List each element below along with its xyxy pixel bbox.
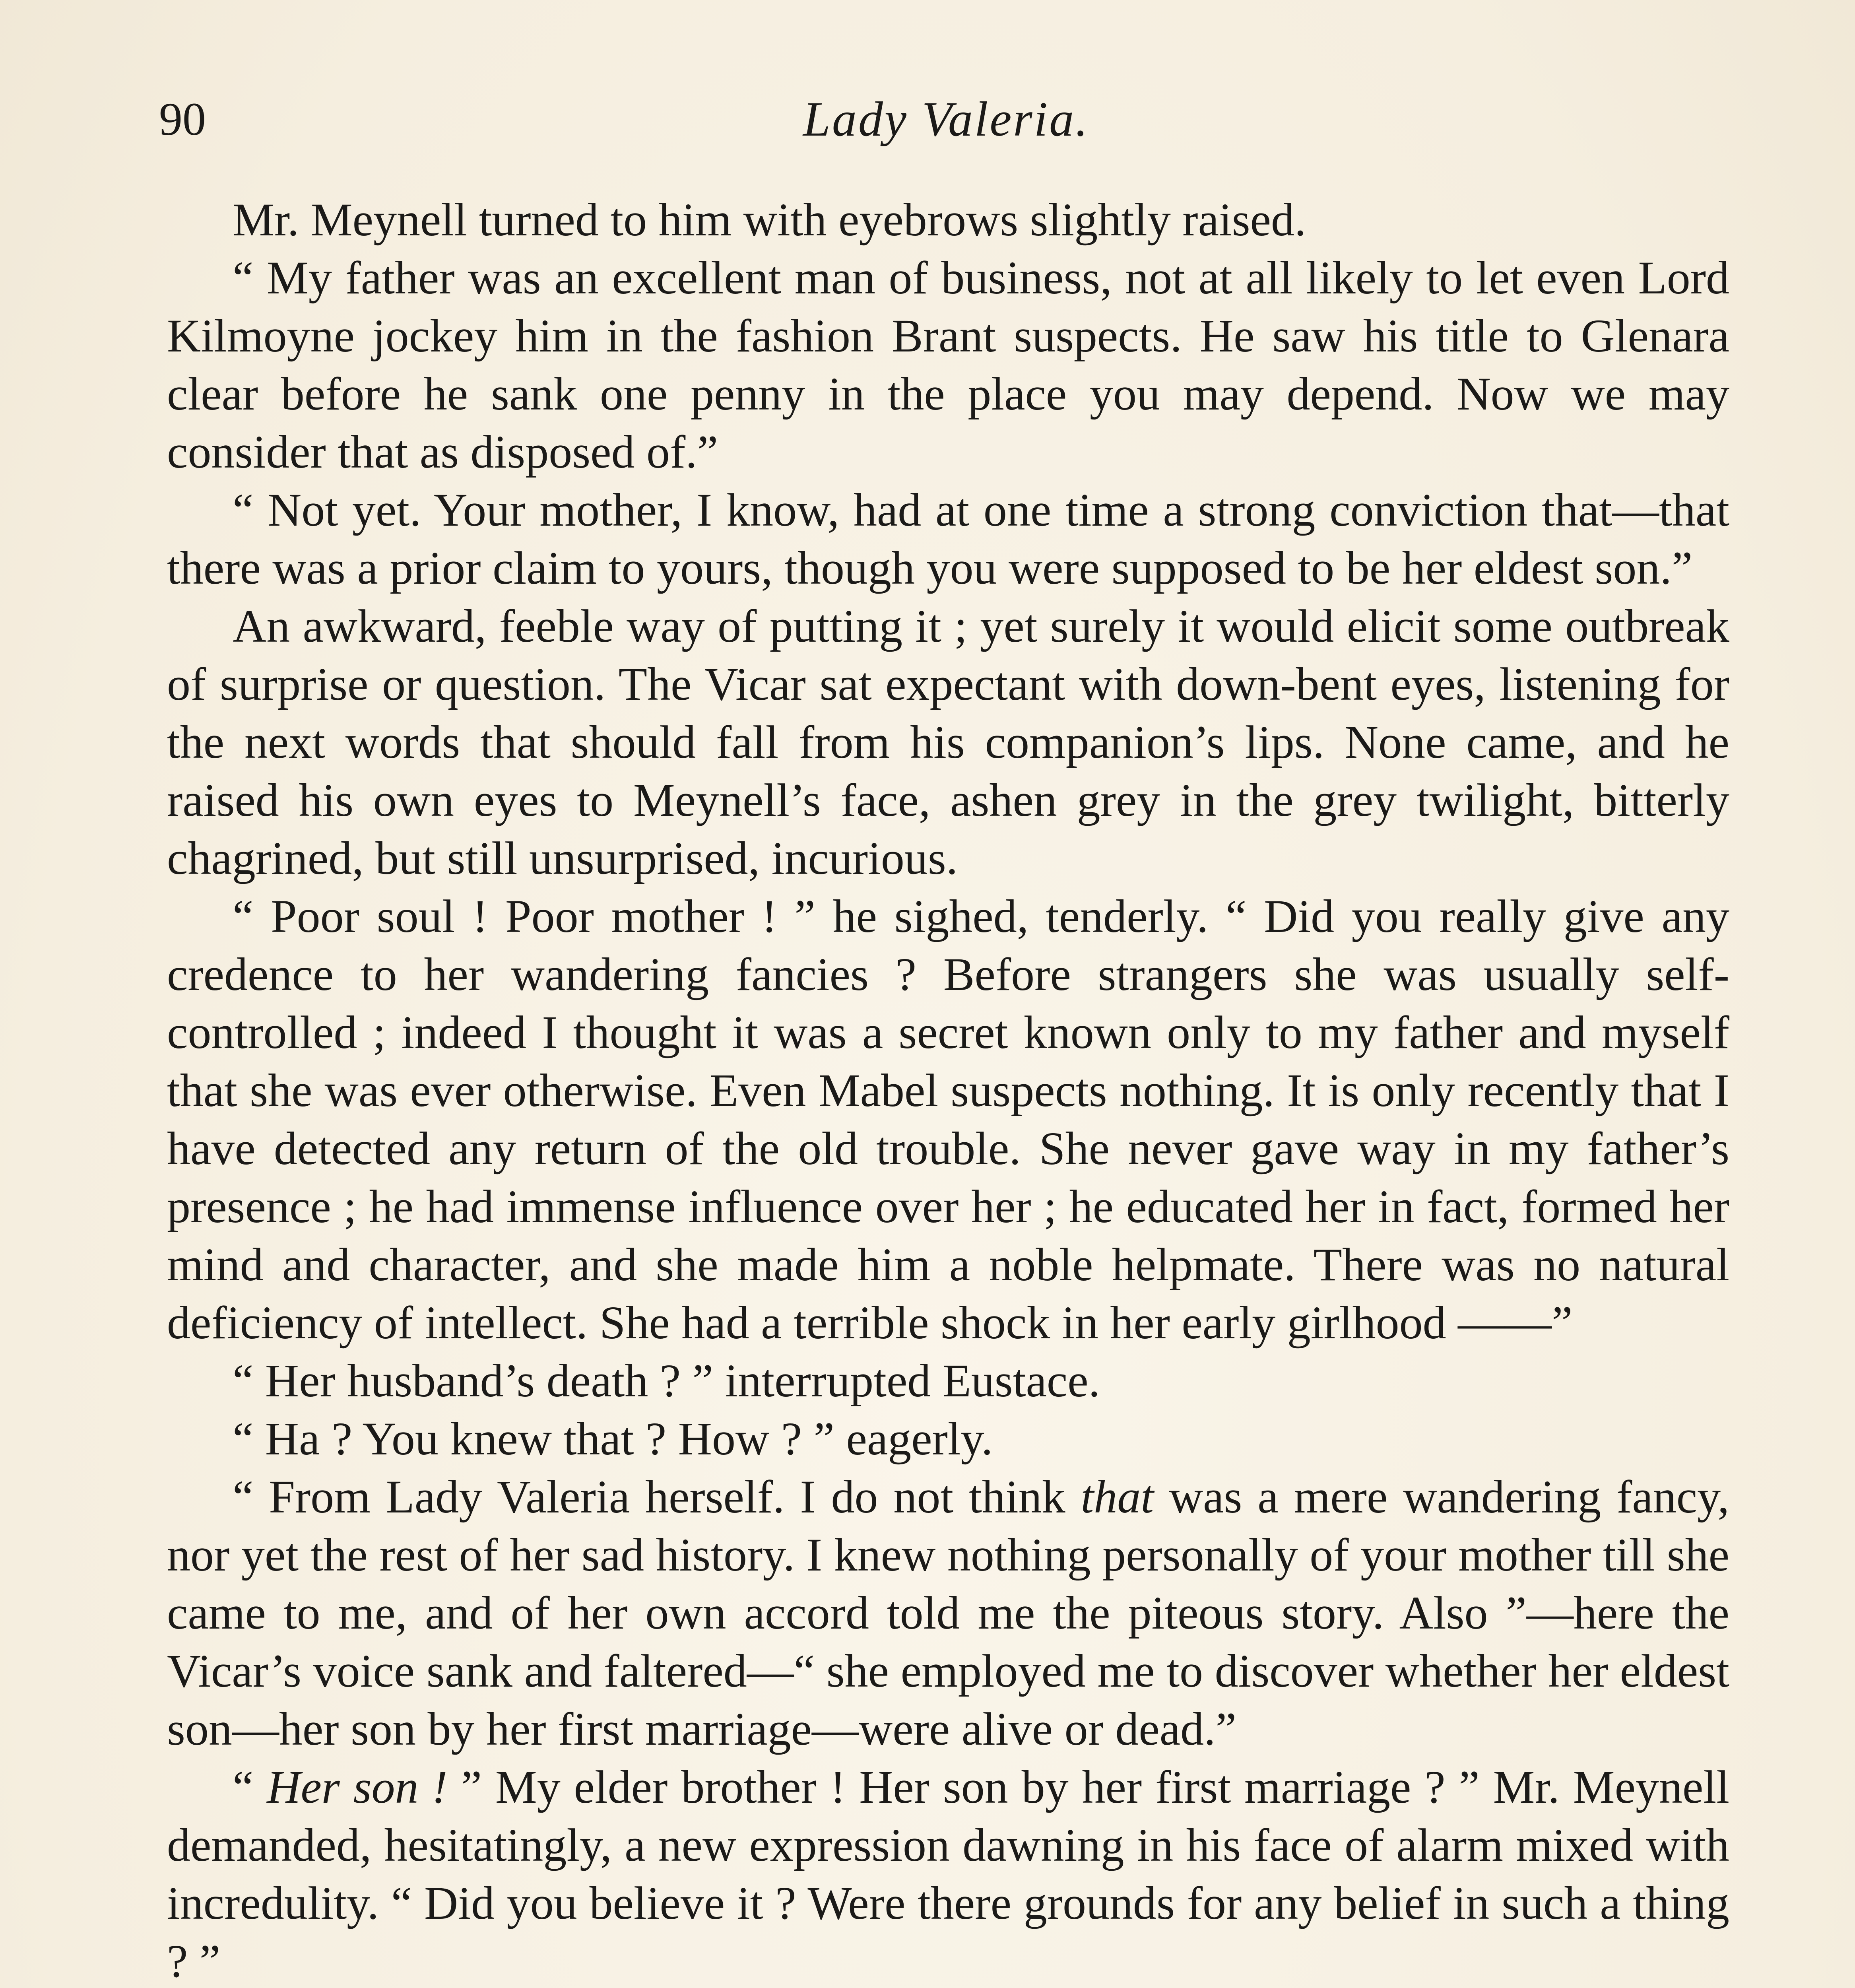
paragraph: Mr. Meynell turned to him with eyebrows slightly raised. [233, 194, 1306, 246]
running-head [159, 80, 1733, 175]
paragraph: “ Not yet. Your mother, I know, had at one time a strong conviction that—that there was a prior claim to yours, though you were supposed to be her eldest son.” [167, 484, 1729, 594]
running-title: Lady Valeria. [803, 92, 1090, 146]
page-number: 90 [159, 93, 206, 145]
paragraph: “ Ha ? You knew that ? How ? ” eagerly. [233, 1413, 993, 1465]
paragraph: “ My father was an excellent man of business, not at all likely to let even Lord Kilmoyne jockey him in the fashion Brant suspects. He saw his title to Glenara clear before he sank one penny in the place you may depend. Now we may consider that as disposed of.” [167, 252, 1729, 478]
paragraph: “ From Lady Valeria herself. I do not think that was a mere wandering fancy, nor yet the rest of her sad history. I knew nothing personally of your mother till she came to me, and of her own accord told me the piteous story. Also ”—here the Vicar’s voice sank and faltered—“ she employed me to discover whether her eldest son—her son by her first marriage—were alive or dead.” [167, 1471, 1729, 1755]
paragraph: “ Her son ! ” My elder brother ! Her son by her first marriage ? ” Mr. Meynell demanded, hesitatingly, a new expression dawning in his face of alarm mixed with incredulity. “ Did you believe it ? Were there grounds for any belief in such a thing ? ” [167, 1761, 1729, 1987]
italic-emphasis: Her son ! [267, 1761, 448, 1813]
italic-emphasis: that [1081, 1471, 1154, 1523]
paragraph: “ Her husband’s death ? ” interrupted Eustace. [233, 1355, 1100, 1407]
paragraph: “ Poor soul ! Poor mother ! ” he sighed, tenderly. “ Did you really give any credence to her wandering fancies ? Before strangers she was usually self-controlled ; indeed I thought it was a secret known only to my father and myself that she was ever otherwise. Even Mabel suspects nothing. It is only recently that I have detected any return of the old trouble. She never gave way in my father’s presence ; he had immense influence over her ; he educated her in fact, formed her mind and character, and she made him a noble helpmate. There was no natural deficiency of intellect. She had a terrible shock in her early girlhood ——” [167, 890, 1729, 1349]
body-text [167, 191, 1729, 1988]
paragraph: An awkward, feeble way of putting it ; yet surely it would elicit some outbreak of surprise or question. The Vicar sat expectant with down-bent eyes, listening for the next words that should fall from his companion’s lips. None came, and he raised his own eyes to Meynell’s face, ashen grey in the grey twilight, bitterly chagrined, but still unsurprised, incurious. [167, 600, 1729, 884]
